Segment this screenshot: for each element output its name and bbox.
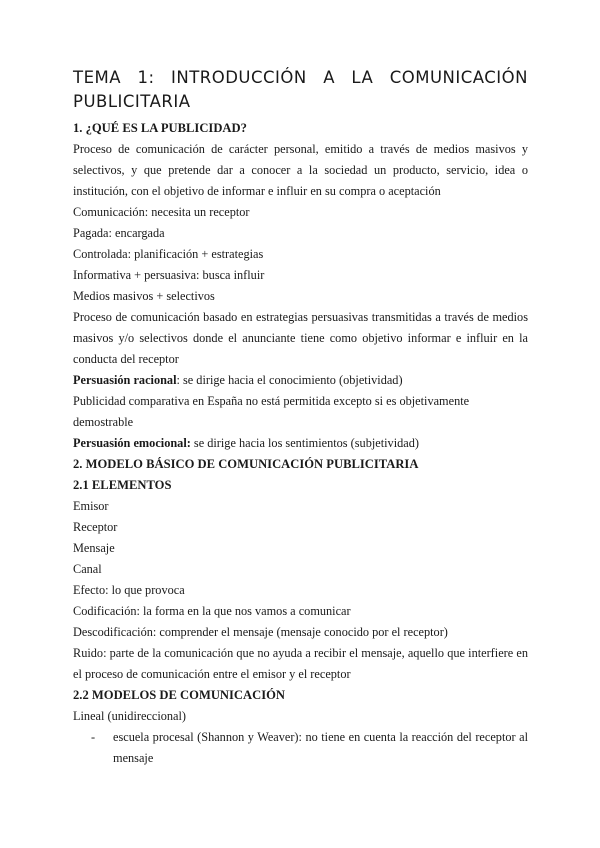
- element-item: Canal: [73, 562, 102, 576]
- bullet-text: escuela procesal (Shannon y Weaver): no tiene en cuenta la reacción del receptor al mensaje: [113, 730, 528, 765]
- section-2-heading: 2. MODELO BÁSICO DE COMUNICACIÓN PUBLICITARIA: [73, 457, 419, 471]
- document-title-line-1: TEMA 1: INTRODUCCIÓN A LA COMUNICACIÓN: [73, 68, 528, 87]
- section-2-1-heading: 2.1 ELEMENTOS: [73, 478, 172, 492]
- feature-item: Comunicación: necesita un receptor: [73, 205, 250, 219]
- section-2-2-heading: 2.2 MODELOS DE COMUNICACIÓN: [73, 688, 286, 702]
- definition-2-paragraph: Proceso de comunicación basado en estrategias persuasivas transmitidas a través de medios masivos y/o selectivos donde el anunciante tiene como objetivo informar e influir en la conducta del receptor: [73, 310, 528, 366]
- element-item: Mensaje: [73, 541, 115, 555]
- feature-item: Medios masivos + selectivos: [73, 289, 215, 303]
- lineal-line: Lineal (unidireccional): [73, 709, 187, 723]
- section-1-heading: 1. ¿QUÉ ES LA PUBLICIDAD?: [73, 121, 247, 135]
- persuasion-emocional-label: Persuasión emocional:: [73, 436, 191, 450]
- element-item: Efecto: lo que provoca: [73, 583, 185, 597]
- definition-paragraph: Proceso de comunicación de carácter personal, emitido a través de medios masivos y selectivos, y que pretende dar a conocer a la sociedad un producto, servicio, idea o institución, con el objetivo de informar e influir en su compra o aceptación: [73, 142, 528, 198]
- bullet-dash: -: [91, 730, 96, 744]
- document-page: [73, 66, 528, 769]
- ruido-paragraph: Ruido: parte de la comunicación que no ayuda a recibir el mensaje, aquello que interfiere en el proceso de comunicación entre el emisor y el receptor: [73, 646, 528, 681]
- element-item: Emisor: [73, 499, 109, 513]
- persuasion-racional-label: Persuasión racional: [73, 373, 177, 387]
- comparativa-line: Publicidad comparativa en España no está permitida excepto si es objetivamente demostrable: [73, 394, 470, 429]
- persuasion-racional-line: [73, 370, 528, 391]
- feature-item: Pagada: encargada: [73, 226, 165, 240]
- persuasion-emocional-text: se dirige hacia los sentimientos (subjetividad): [190, 436, 419, 450]
- element-item: Descodificación: comprender el mensaje (mensaje conocido por el receptor): [73, 625, 448, 639]
- document-title-line-2: PUBLICITARIA: [73, 92, 191, 111]
- element-item: Receptor: [73, 520, 118, 534]
- persuasion-emocional-line: [73, 433, 528, 454]
- persuasion-racional-text: : se dirige hacia el conocimiento (objetividad): [176, 373, 403, 387]
- feature-item: Controlada: planificación + estrategias: [73, 247, 264, 261]
- list-item: [91, 727, 528, 769]
- element-item: Codificación: la forma en la que nos vamos a comunicar: [73, 604, 351, 618]
- feature-item: Informativa + persuasiva: busca influir: [73, 268, 265, 282]
